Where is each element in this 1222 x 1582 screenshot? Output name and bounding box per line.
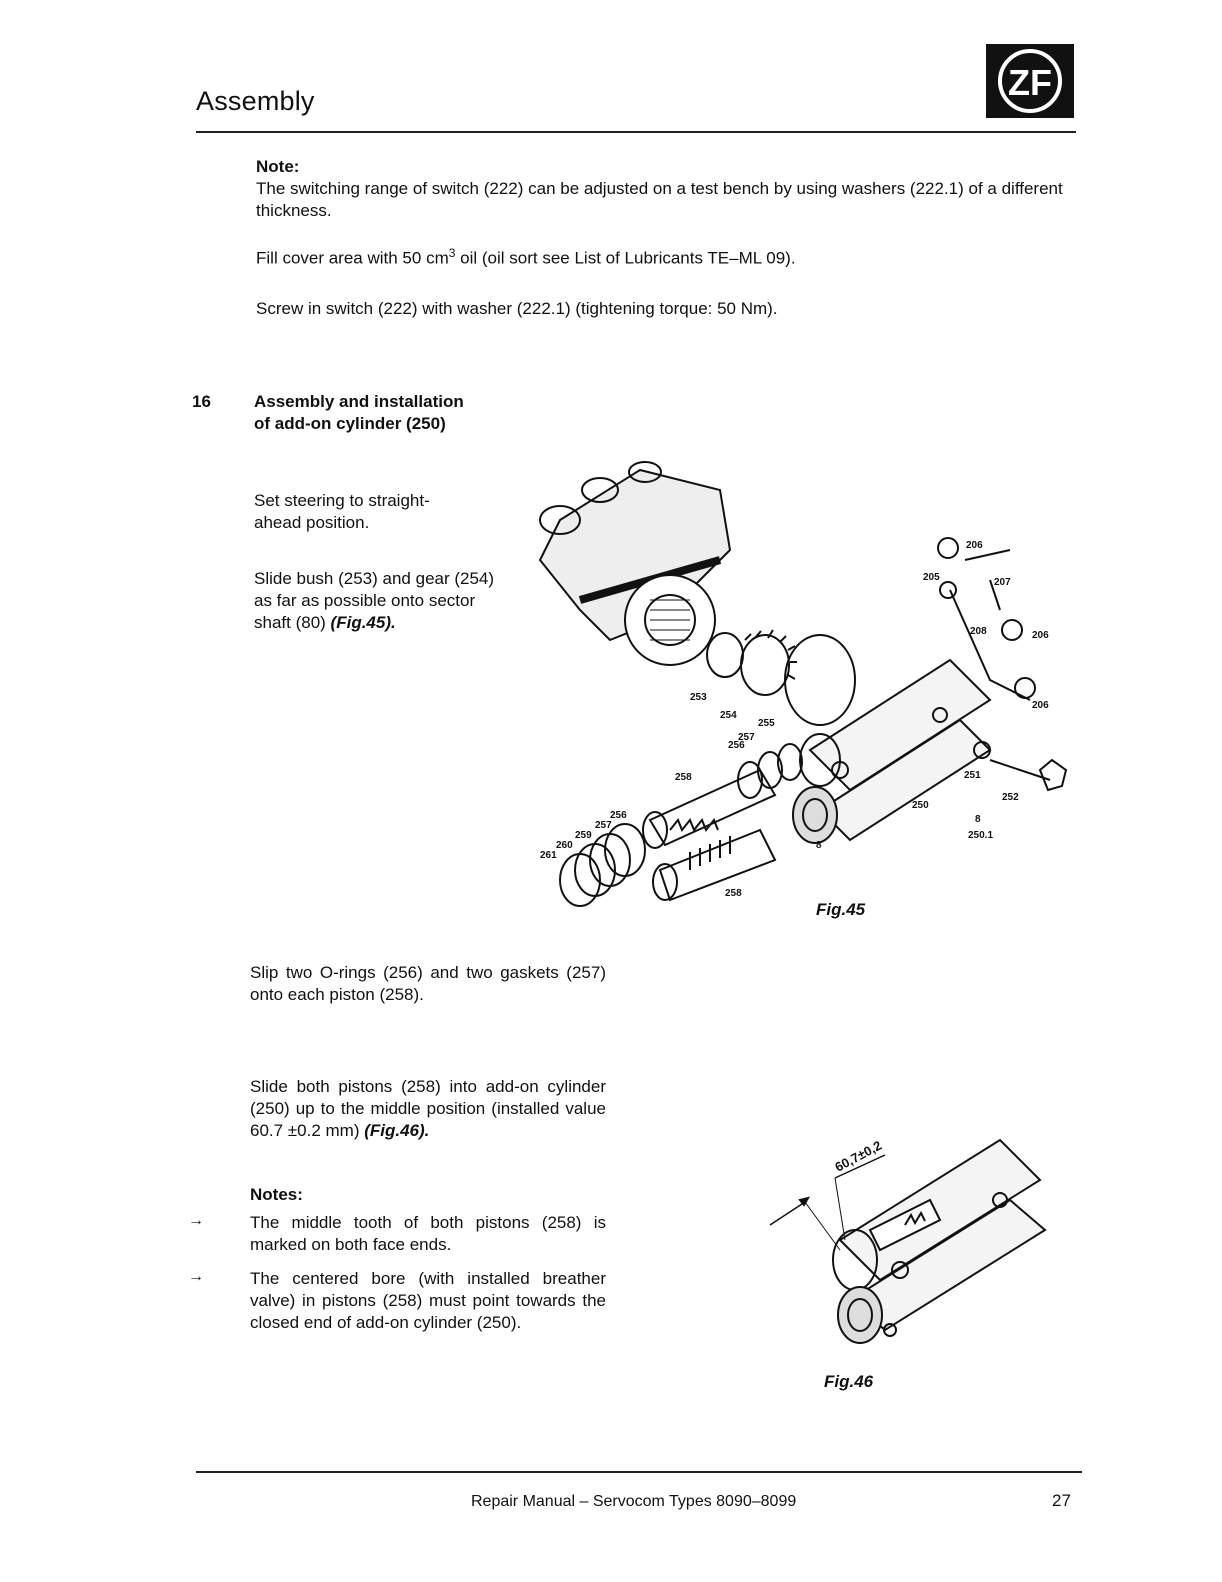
fig45-label: 258	[675, 772, 692, 783]
fig45-label: 251	[964, 770, 981, 781]
fig45-label: 8	[816, 840, 822, 851]
fig45-label: 207	[994, 577, 1011, 588]
logo-text: ZF	[1008, 62, 1052, 103]
footer-text: Repair Manual – Servocom Types 8090–8099	[471, 1493, 797, 1510]
step-slide-bush-text: Slide bush (253) and gear (254) as far as possible onto sector shaft (80)	[254, 569, 495, 632]
fig46-reference: (Fig.46).	[364, 1121, 430, 1140]
fig45-label: 258	[725, 888, 742, 899]
fig45-label: 260	[556, 840, 573, 851]
fig45-label: 253	[690, 692, 707, 703]
fig45-label: 208	[970, 626, 987, 637]
fig45-label: 206	[1032, 630, 1049, 641]
step-set-steering: Set steering to straight-ahead position.	[254, 491, 430, 532]
fig45-label: 261	[540, 850, 557, 861]
note-item: The centered bore (with installed breather valve) in pistons (258) must point towards the closed end of add-on cylinder (250).	[250, 1269, 606, 1332]
fig46-dimension: 60,7±0,2	[832, 1137, 885, 1175]
fig45-label: 257	[738, 732, 755, 743]
fill-text-before: Fill cover area with 50 cm	[256, 248, 449, 268]
screw-instruction: Screw in switch (222) with washer (222.1) (tightening torque: 50 Nm).	[256, 299, 778, 318]
arrow-icon: →	[188, 1212, 204, 1229]
fig45-reference: (Fig.45).	[330, 613, 396, 632]
fig45-label: 206	[966, 540, 983, 551]
fig45-label: 252	[1002, 792, 1019, 803]
fill-instruction	[256, 242, 1080, 270]
footer-rule	[196, 1471, 1082, 1473]
zf-logo	[986, 44, 1074, 118]
note-item: The middle tooth of both pistons (258) is marked on both face ends.	[250, 1213, 606, 1254]
fill-text-after: oil (oil sort see List of Lubricants TE–ML 09).	[455, 248, 796, 268]
fig46-caption: Fig.46	[824, 1372, 874, 1391]
fig45-label: 256	[728, 740, 745, 751]
fig45-label: 254	[720, 710, 737, 721]
fig45-label: 257	[595, 820, 612, 831]
note-text: The switching range of switch (222) can be adjusted on a test bench by using washers (222.1) of a different thickness.	[256, 179, 1063, 220]
header-rule	[196, 131, 1076, 133]
page-number: 27	[1052, 1491, 1071, 1510]
fig45-label: 255	[758, 718, 775, 729]
fig45-label: 250	[912, 800, 929, 811]
fig45-label: 205	[923, 572, 940, 583]
fig45-label: 206	[1032, 700, 1049, 711]
arrow-icon: →	[188, 1268, 204, 1285]
section-title-line2: of add-on cylinder (250)	[254, 414, 446, 433]
note-heading: Note:	[256, 157, 300, 176]
step-slide-bush	[254, 568, 504, 634]
notes-heading: Notes:	[250, 1185, 303, 1204]
fill-superscript: 3	[448, 246, 456, 260]
fig45-label: 256	[610, 810, 627, 821]
step-slip-orings: Slip two O-rings (256) and two gaskets (257) onto each piston (258).	[250, 963, 606, 1004]
fig46-drawing	[760, 1120, 1060, 1350]
fig45-drawing	[520, 450, 1080, 930]
fig45-label: 8	[975, 814, 981, 825]
section-title-line1: Assembly and installation	[254, 392, 464, 411]
fig45-label: 259	[575, 830, 592, 841]
step-slide-pistons-text: Slide both pistons (258) into add-on cylinder (250) up to the middle position (installed value 60.7 ±0.2 mm)	[250, 1077, 606, 1140]
section-number: 16	[192, 392, 211, 411]
fig45-label: 250.1	[968, 830, 994, 841]
page-title: Assembly	[196, 86, 315, 116]
fig45-caption: Fig.45	[816, 900, 866, 919]
step-slide-pistons	[250, 1076, 606, 1142]
